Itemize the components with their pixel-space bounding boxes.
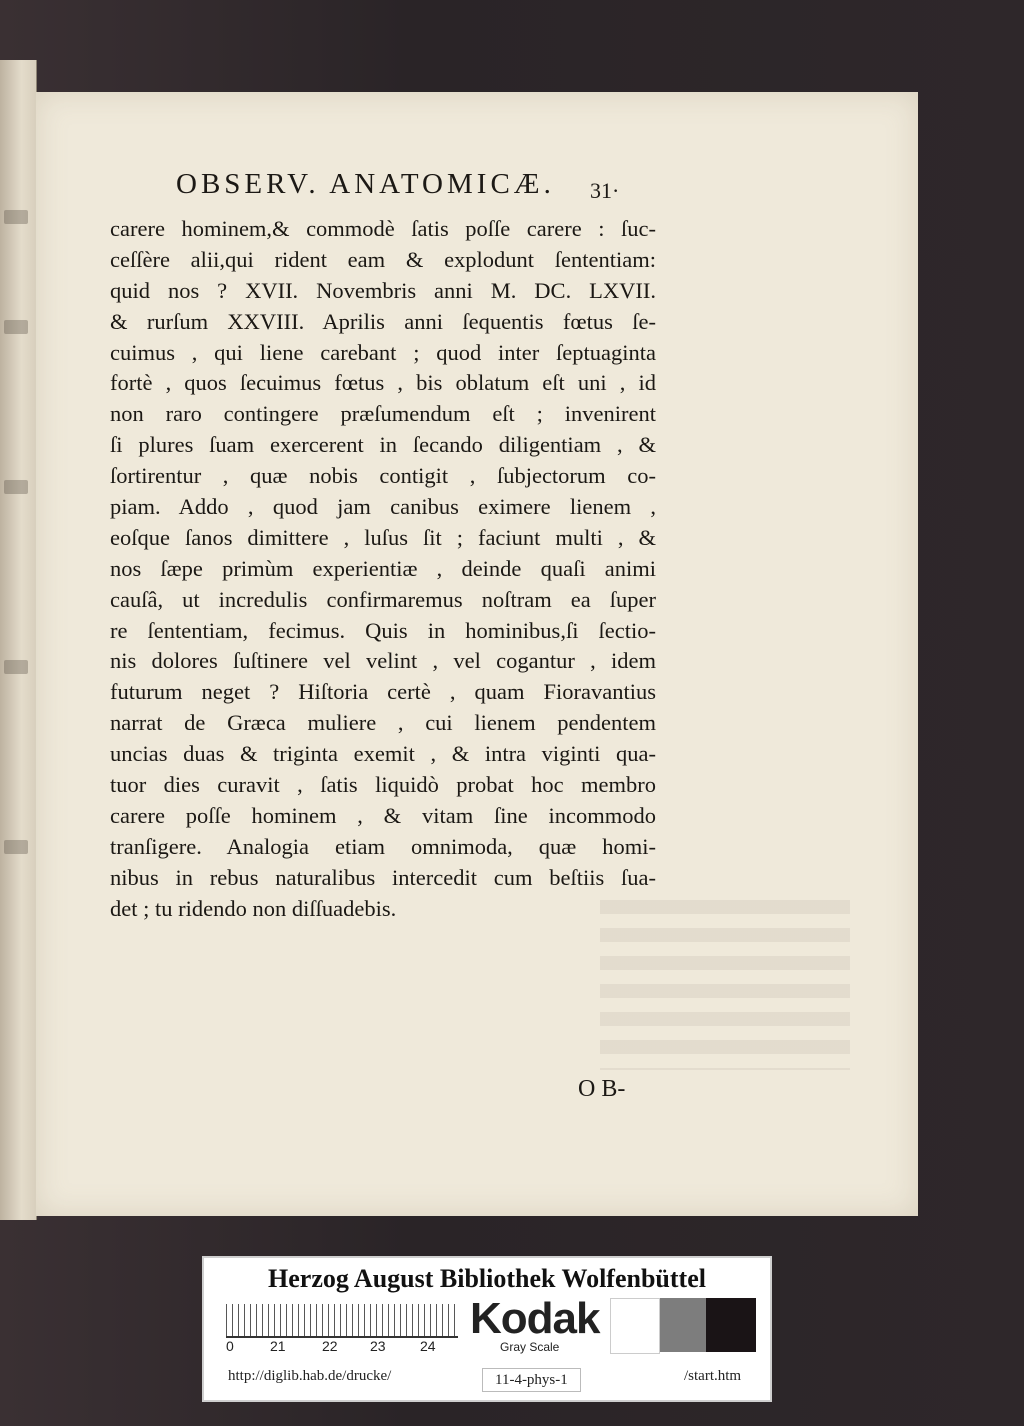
text-line: ſortirentur , quæ nobis contigit , ſubjectorum co- xyxy=(110,463,656,489)
text-line: eoſque ſanos dimittere , luſus ſit ; faciunt multi , & xyxy=(110,524,656,550)
bleed-mark xyxy=(4,320,28,334)
bleed-mark xyxy=(4,210,28,224)
text-line: ceſſère alii,qui rident eam & explodunt ſententiam: xyxy=(110,246,656,272)
text-line: cuimus , qui liene carebant ; quod inter ſeptuaginta xyxy=(110,339,656,365)
text-line: & rurſum XXVIII. Aprilis anni ſequentis fœtus ſe- xyxy=(110,308,656,334)
gray-scale-label: Gray Scale xyxy=(500,1340,560,1354)
ruler-number: 21 xyxy=(270,1338,286,1354)
text-line: nos ſæpe primùm experientiæ , deinde quaſi animi xyxy=(110,555,656,581)
facing-page-edge xyxy=(0,60,37,1220)
text-line: fortè , quos ſecuimus fœtus , bis oblatum eſt uni , id xyxy=(110,370,656,396)
ruler-numbers xyxy=(224,1338,464,1358)
ruler-number: 0 xyxy=(226,1338,234,1354)
text-line: uncias duas & triginta exemit , & intra viginti qua- xyxy=(110,741,656,767)
url-left: http://diglib.hab.de/drucke/ xyxy=(228,1368,392,1384)
kodak-logo: Kodak xyxy=(470,1294,600,1343)
bleed-mark xyxy=(4,660,28,674)
library-title: Herzog August Bibliothek Wolfenbüttel xyxy=(268,1264,706,1293)
text-line: det ; tu ridendo non diſſuadebis. xyxy=(110,895,397,921)
text-line: tranſigere. Analogia etiam omnimoda, quæ homi- xyxy=(110,833,656,859)
text-line: ſi plures ſuam exercerent in ſecando diligentiam , & xyxy=(110,432,656,458)
running-head: OBSERV. ANATOMICÆ. xyxy=(176,168,555,200)
text-line: re ſententiam, fecimus. Quis in hominibus,ſi ſectio- xyxy=(110,617,656,643)
bleed-mark xyxy=(4,480,28,494)
text-line: futurum neget ? Hiſtoria certè , quam Fioravantius xyxy=(110,679,656,705)
text-line: carere poſſe hominem , & vitam ſine incommodo xyxy=(110,802,656,828)
text-line: nis dolores ſuſtinere vel velint , vel cogantur , idem xyxy=(110,648,656,674)
color-reference-card xyxy=(202,1256,772,1402)
url-right: /start.htm xyxy=(684,1368,742,1384)
text-line: quid nos ? XVII. Novembris anni M. DC. LXVII. xyxy=(110,277,656,303)
gray-swatch xyxy=(660,1298,706,1352)
ruler-number: 23 xyxy=(370,1338,386,1354)
text-line: carere hominem,& commodè ſatis poſſe carere : ſuc- xyxy=(110,216,656,241)
text-line: nibus in rebus naturalibus intercedit cum beſtiis ſua- xyxy=(110,864,656,890)
text-line: tuor dies curavit , ſatis liquidò probat hoc membro xyxy=(110,772,656,798)
show-through-text xyxy=(600,900,850,1070)
white-swatch xyxy=(610,1298,660,1354)
black-swatch xyxy=(706,1298,756,1352)
text-line: non raro contingere præſumendum eſt ; invenirent xyxy=(110,401,656,427)
bleed-mark xyxy=(4,840,28,854)
catchword: O B- xyxy=(578,1076,626,1102)
text-line: narrat de Græca muliere , cui lienem pendentem xyxy=(110,710,656,736)
body-text xyxy=(110,214,656,924)
text-line: piam. Addo , quod jam canibus eximere lienem , xyxy=(110,494,656,520)
ruler-number: 24 xyxy=(420,1338,436,1354)
page-number: 31· xyxy=(590,178,620,203)
text-line: cauſâ, ut incredulis confirmaremus noſtram ea ſuper xyxy=(110,586,656,612)
ruler-number: 22 xyxy=(322,1338,338,1354)
ruler-scale xyxy=(226,1304,458,1336)
shelfmark: 11-4-phys-1 xyxy=(482,1368,581,1392)
